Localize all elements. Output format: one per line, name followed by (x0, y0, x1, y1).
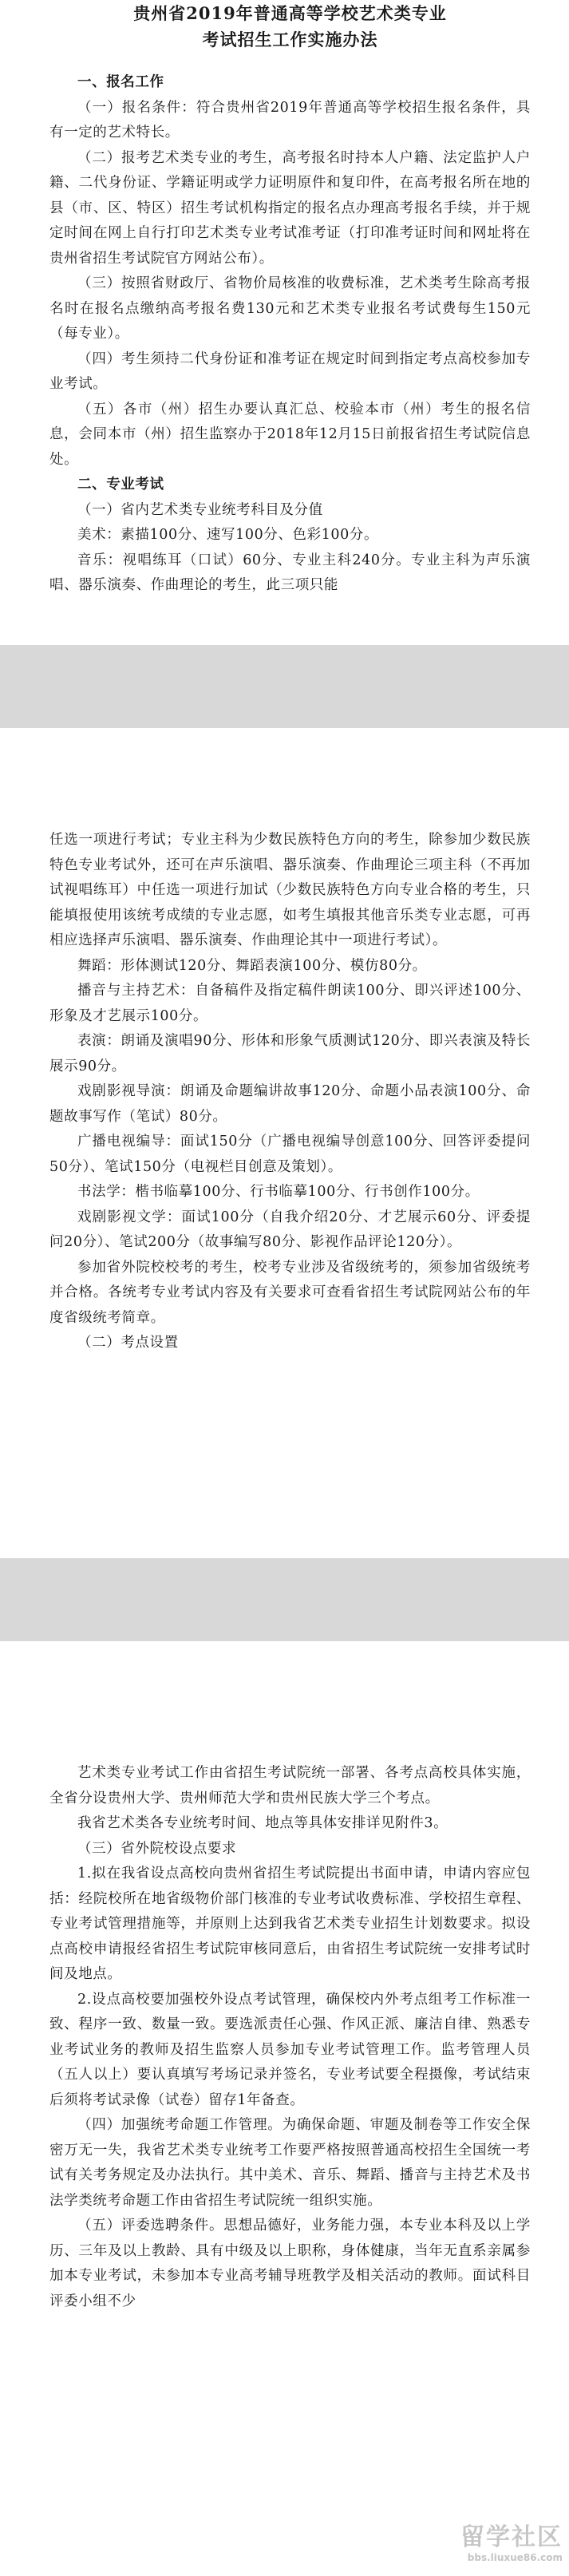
paragraph: 美术：素描100分、速写100分、色彩100分。 (77, 527, 379, 543)
paragraph: 任选一项进行考试；专业主科为少数民族特色方向的考生，除参加少数民族特色专业考试外，还可在声乐演唱、器乐演奏、作曲理论三项主科（不再加试视唱练耳）中任选一项进行加试（少数民族特色方向专业合格的考生，只能填报使用该统考成绩的专业志愿，如考生填报其他音乐类专业志愿，可再相应选择声乐演唱、器乐演奏、作曲理论其中一项进行考试）。 (49, 832, 531, 948)
paragraph: （二）报考艺术类专业的考生，高考报名时持本人户籍、法定监护人户籍、二代身份证、学籍证明或学力证明原件和复印件，在高考报名所在地的县（市、区、特区）招生考试机构指定的报名点办理高考报名手续，并于规定时间在网上自行打印艺术类专业考试准考证（打印准考证时间和网址将在贵州省招生考试院官方网站公布）。 (49, 149, 531, 267)
page-2-body (49, 828, 531, 1356)
paragraph: 广播电视编导：面试150分（广播电视编导创意100分、回答评委提问50分）、笔试150分（电视栏目创意及策划）。 (49, 1134, 531, 1175)
paragraph: 书法学：楷书临摹100分、行书临摹100分、行书创作100分。 (77, 1184, 480, 1200)
document-page-2 (0, 728, 569, 1558)
paragraph: 播音与主持艺术：自备稿件及指定稿件朗读100分、即兴评述100分、形象及才艺展示100分。 (49, 983, 531, 1024)
subsection-heading: （三）省外院校设点要求 (77, 1840, 237, 1857)
paragraph: （三）按照省财政厅、省物价局核准的收费标准，艺术类考生除高考报名时在报名点缴纳高考报名费130元和艺术类专业报名考试费每生150元（每专业）。 (49, 275, 531, 342)
paragraph: 我省艺术类各专业统考时间、地点等具体安排详见附件3。 (77, 1815, 448, 1831)
paragraph: 表演：朗诵及演唱90分、形体和形象气质测试120分、即兴表演及特长展示90分。 (49, 1033, 531, 1074)
paragraph: （四）加强统考命题工作管理。为确保命题、审题及制卷等工作安全保密万无一失，我省艺术类专业统考工作要严格按照普通高校招生全国统一考试有关考务规定及办法执行。其中美术、音乐、舞蹈、播音与主持艺术及书法学类统考命题工作由省招生考试院统一组织实施。 (49, 2117, 531, 2209)
paragraph: 舞蹈：形体测试120分、舞蹈表演100分、模仿80分。 (77, 957, 427, 974)
paragraph: 音乐：视唱练耳（口试）60分、专业主科240分。专业主科为声乐演唱、器乐演奏、作曲理论的考生，此三项只能 (49, 552, 531, 593)
page-1-body (49, 70, 531, 599)
document-page-3 (0, 1641, 569, 2576)
document-page-1 (0, 0, 569, 645)
site-watermark-logo (443, 2523, 563, 2571)
paragraph: （五）各市（州）招生办要认真汇总、校验本市（州）考生的报名信息，会同本市（州）招生监察办于2018年12月15日前报省招生考试院信息处。 (49, 401, 531, 468)
subsection-heading: （一）省内艺术类专业统考科目及分值 (77, 501, 323, 518)
section-heading: 一、报名工作 (77, 74, 164, 90)
section-heading: 二、专业考试 (77, 477, 164, 493)
subsection-heading: （二）考点设置 (77, 1335, 179, 1351)
paragraph: （四）考生须持二代身份证和准考证在规定时间到指定考点高校参加专业考试。 (49, 350, 531, 392)
paragraph: 2.设点高校要加强校外设点考试管理，确保校内外考点组考工作标准一致、程序一致、数量一致。要选派责任心强、作风正派、廉洁自律、熟悉专业考试业务的教师及招生监察人员参加专业考试管理工作。监考管理人员（五人以上）要认真填写考场记录并签名，专业考试要全程摄像，考试结束后须将考试录像（试卷）留存1年备查。 (49, 1991, 531, 2108)
paragraph: （五）评委选聘条件。思想品德好，业务能力强，本专业本科及以上学历、三年及以上教龄、具有中级及以上职称，身体健康，当年无直系亲属参加本专业考试，未参加本专业高考辅导班教学及相关活动的教师。面试科目评委小组不少 (49, 2218, 531, 2309)
document-title-block (49, 0, 531, 53)
paragraph: 1.拟在我省设点高校向贵州省招生考试院提出书面申请，申请内容应包括：经院校所在地省级物价部门核准的专业考试收费标准、学校招生章程、专业考试管理措施等，并原则上达到我省艺术类专业招生计划数要求。拟设点高校申请报经省招生考试院审核同意后，由省招生考试院统一安排考试时间及地点。 (49, 1866, 531, 1982)
document-title-line-2: 考试招生工作实施办法 (202, 30, 378, 49)
paragraph: 艺术类专业考试工作由省招生考试院统一部署、各考点高校具体实施，全省分设贵州大学、贵州师范大学和贵州民族大学三个考点。 (49, 1765, 531, 1806)
paragraph: 戏剧影视导演：朗诵及命题编讲故事120分、命题小品表演100分、命题故事写作（笔试）80分。 (49, 1083, 531, 1125)
paragraph: 戏剧影视文学：面试100分（自我介绍20分、才艺展示60分、评委提问20分）、笔试200分（故事编写80分、影视作品评论120分）。 (49, 1209, 531, 1250)
watermark-url-text: bbs.liuxue86.com (467, 2552, 563, 2563)
document-title-line-1: 贵州省2019年普通高等学校艺术类专业 (133, 3, 447, 23)
page-3-body (49, 1761, 531, 2314)
paragraph: （一）报名条件：符合贵州省2019年普通高等学校招生报名条件，具有一定的艺术特长。 (49, 99, 531, 140)
paragraph: 参加省外院校校考的考生，校考专业涉及省级统考的，须参加省级统考并合格。各统考专业考试内容及有关要求可查看省招生考试院网站公布的年度省级统考简章。 (49, 1259, 531, 1326)
watermark-main-text: 留学社区 (460, 2523, 563, 2551)
